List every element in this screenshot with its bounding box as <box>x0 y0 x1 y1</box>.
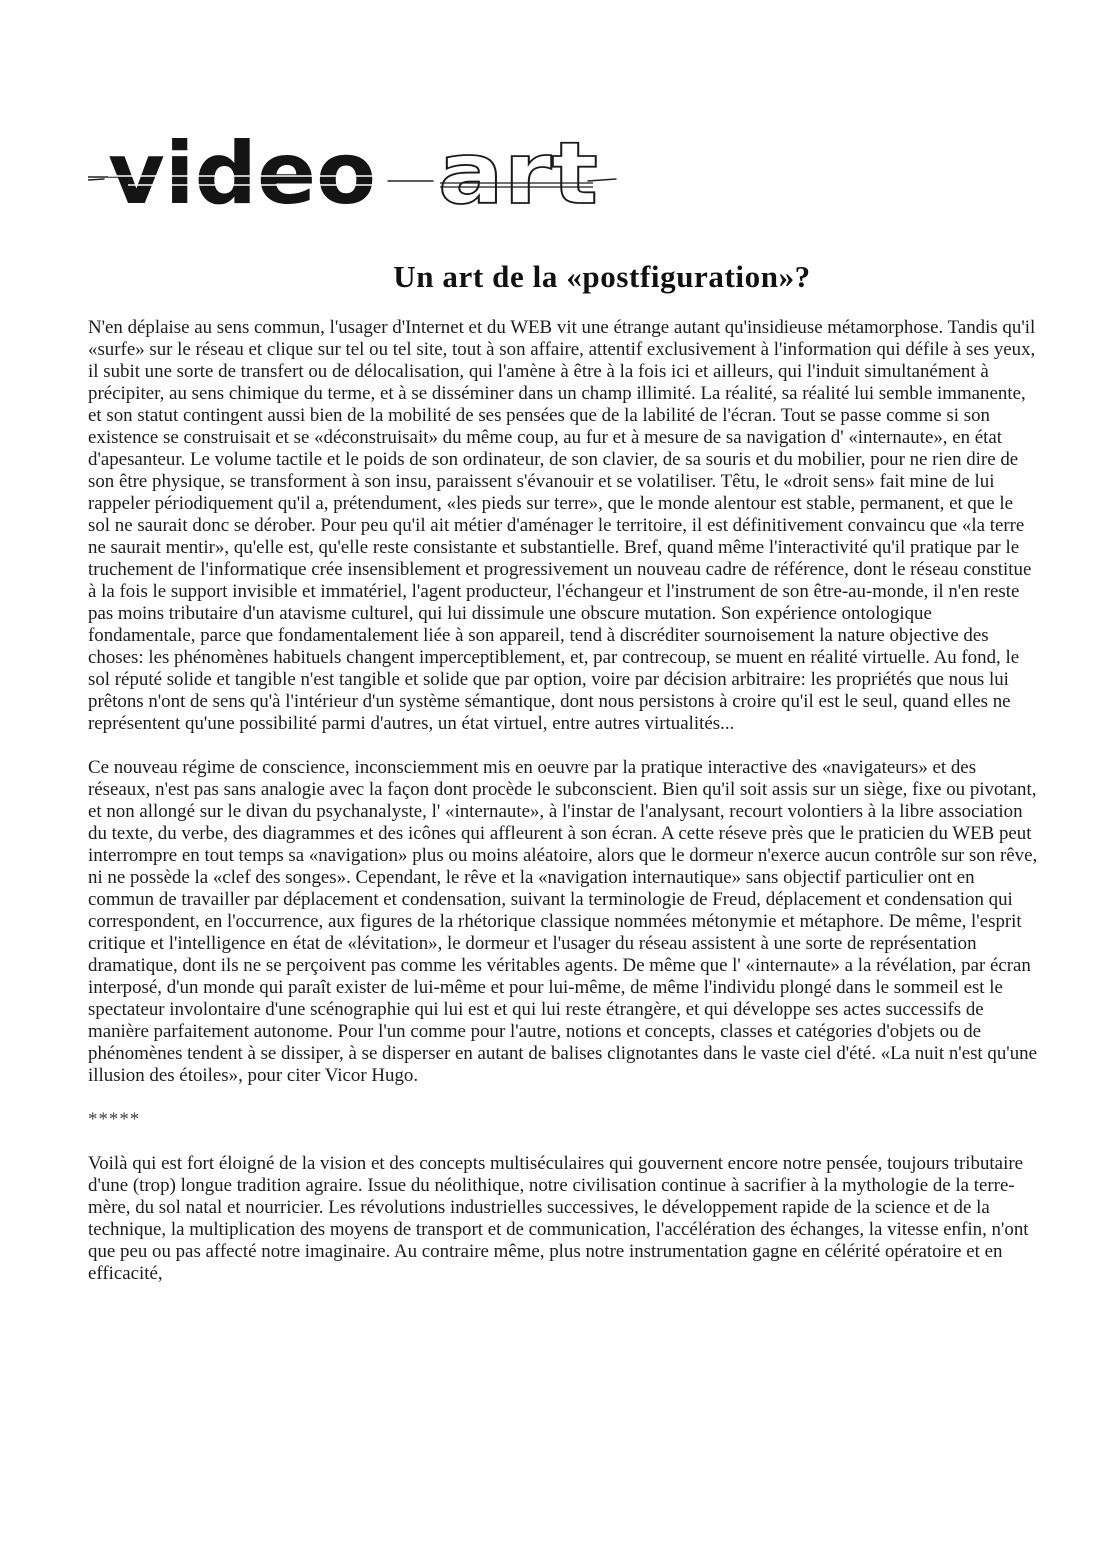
logo-word-video: video <box>108 133 376 215</box>
paragraph-spacer <box>88 1087 1038 1109</box>
section-separator: ***** <box>88 1109 141 1130</box>
article-title: Un art de la «postfiguration»? <box>393 259 811 294</box>
video-art-logo <box>88 133 618 215</box>
paragraph-spacer <box>88 735 1038 757</box>
article-paragraph-3: Voilà qui est fort éloigné de la vision et des concepts multiséculaires qui gouvernent encore notre pensée, toujours tributaire d'une (trop) longue tradition agraire. Issue du néolithique, notre civilisation continue à sacrifier à la mythologie de la terre-mère, du sol natal et nourricier. Les révolutions industrielles successives, le développement rapide de la science et de la technique, la multiplication des moyens de transport et de communication, l'accélération des échanges, la vitesse enfin, n'ont que peu ou pas affecté notre imaginaire. Au contraire même, plus notre instrumentation gagne en célérité opératoire et en efficacité, <box>88 1153 1029 1284</box>
article-paragraph-2: Ce nouveau régime de conscience, inconsciemment mis en oeuvre par la pratique interactive des «navigateurs» et des réseaux, n'est pas sans analogie avec la façon dont procède le subconscient. Bien qu'il soit assis sur un siège, fixe ou pivotant, et non allongé sur le divan du psychanalyste, l' «internaute», à l'instar de l'analysant, recourt volontiers à la libre association du texte, du verbe, des diagrammes et des icônes qui affleurent à son écran. A cette réseve près que le praticien du WEB peut interrompre en tout temps sa «navigation» plus ou moins aléatoire, alors que le dormeur n'exerce aucun contrôle sur son rêve, ni ne possède la «clef des songes». Cependant, le rêve et la «navigation internautique» sans objectif particulier ont en commun de travailler par déplacement et condensation, suivant la terminologie de Freud, déplacement et condensation qui correspondent, en l'occurrence, aux figures de la rhétorique classique nommées métonymie et métaphore. De même, l'esprit critique et l'intelligence en état de «lévitation», le dormeur et l'usager du réseau assistent à une sorte de représentation dramatique, dont ils ne se perçoivent pas comme les véritables agents. De même que l' «internaute» a la révélation, par écran interposé, d'un monde qui paraît exister de lui-même et pour lui-même, de même l'individu plongé dans le sommeil est le spectateur involontaire d'une scénographie qui lui est et qui lui reste étrangère, et qui développe ses actes successifs de manière parfaitement autonome. Pour l'un comme pour l'autre, notions et concepts, classes et catégories d'objets ou de phénomènes tendent à se dissiper, à se disperser en autant de balises clignotantes dans le vaste ciel d'été. «La nuit n'est qu'une illusion des étoiles», pour citer Vicor Hugo. <box>88 757 1038 1086</box>
article-body <box>88 317 1038 1285</box>
video-art-logo-graphic <box>88 133 618 215</box>
paragraph-spacer <box>88 1131 1038 1153</box>
article-paragraph-1: N'en déplaise au sens commun, l'usager d'Internet et du WEB vit une étrange autant qu'insidieuse métamorphose. Tandis qu'il «surfe» sur le réseau et clique sur tel ou tel site, tout à son affaire, attentif exclusivement à l'information qui défile à ses yeux, il subit une sorte de transfert ou de délocalisation, qui l'amène à être à la fois ici et ailleurs, qui l'induit simultanément à précipiter, au sens chimique du terme, et à se disséminer dans un champ illimité. La réalité, sa réalité lui semble immanente, et son statut contingent aussi bien de la mobilité de ses pensées que de la labilité de l'écran. Tout se passe comme si son existence se construisait et se «déconstruisait» du même coup, au fur et à mesure de sa navigation d' «internaute», en état d'apesanteur. Le volume tactile et le poids de son ordinateur, de son clavier, de sa souris et du mobilier, pour ne rien dire de son être physique, se transforment à son insu, paraissent s'évanouir et se volatiliser. Têtu, le «droit sens» fait mine de lui rappeler périodiquement qu'il a, prétendument, «les pieds sur terre», que le monde alentour est stable, permanent, et que le sol ne saurait donc se dérober. Pour peu qu'il ait métier d'aménager le territoire, il est définitivement convaincu que «la terre ne saurait mentir», qu'elle est, qu'elle reste consistante et substantielle. Bref, quand même l'interactivité qu'il pratique par le truchement de l'informatique crée insensiblement et progressivement un nouveau cadre de référence, dont le réseau constitue à la fois le support invisible et immatériel, l'agent producteur, l'échangeur et l'instrument de son être-au-monde, il n'en reste pas moins tributaire d'un atavisme culturel, qui lui dissimule une obscure mutation. Son expérience ontologique fondamentale, parce que fondamentalement liée à son appareil, tend à discréditer sournoisement la nature objective des choses: les phénomènes habituels changent imperceptiblement, et, par contrecoup, se muent en réalité virtuelle. Au fond, le sol réputé solide et tangible n'est tangible et solide que par option, voire par décision arbitraire: les propriétés que nous lui prêtons n'ont de sens qu'à l'intérieur d'un système sémantique, dont nous persistons à croire qu'il est le seul, quand elles ne représentent qu'une possibilité parmi d'autres, un état virtuel, entre autres virtualités... <box>88 317 1036 734</box>
logo-word-art: art <box>438 133 598 215</box>
